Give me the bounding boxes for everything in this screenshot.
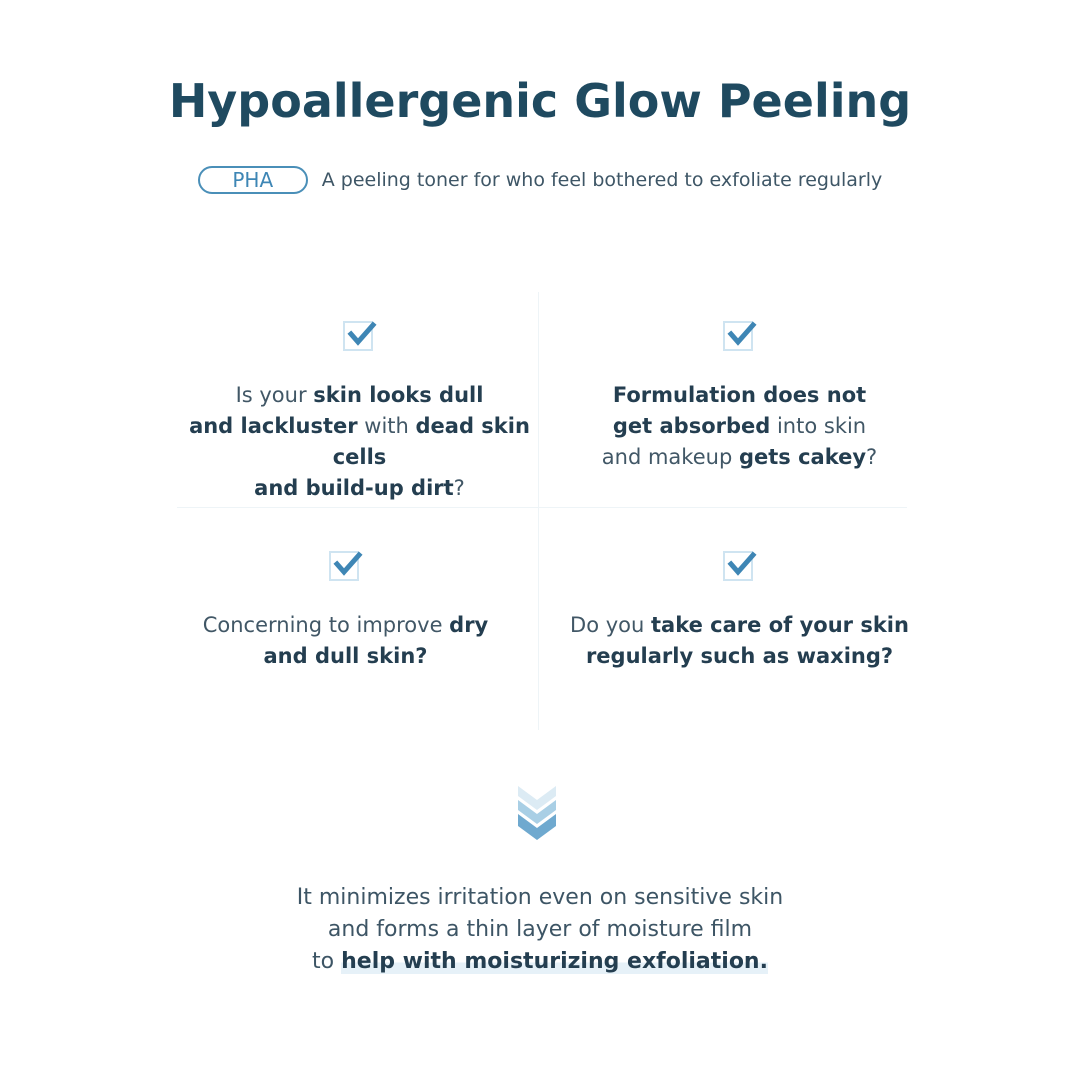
checkbox-checked-icon (328, 548, 364, 584)
concern-grid (177, 292, 907, 730)
concern-text: Formulation does not get absorbed into skin and makeup gets cakey? (601, 383, 878, 469)
checkbox-checked-icon (722, 548, 758, 584)
checkbox-checked-icon (722, 318, 758, 354)
concern-item (557, 318, 922, 473)
concern-item (163, 548, 528, 672)
concern-text: Do you take care of your skin regularly such as waxing? (570, 613, 909, 668)
concern-item (177, 318, 542, 504)
grid-divider-horizontal (177, 507, 907, 508)
checkbox-checked-icon (342, 318, 378, 354)
subtitle-row (0, 166, 1080, 194)
concern-item (557, 548, 922, 672)
conclusion-text: It minimizes irritation even on sensitive skin and forms a thin layer of moisture film to help with moisturizing exfoliation. (296, 885, 784, 974)
subtitle: A peeling toner for who feel bothered to exfoliate regularly (321, 169, 883, 191)
concern-text: Is your skin looks dull and lackluster with dead skin cells and build-up dirt? (189, 383, 530, 500)
double-chevron-down-icon (514, 784, 560, 842)
page-title: Hypoallergenic Glow Peeling (168, 74, 912, 128)
highlighted-phrase: help with moisturizing exfoliation. (341, 949, 768, 974)
pha-badge: PHA (198, 166, 308, 194)
concern-text: Concerning to improve dry and dull skin? (202, 613, 489, 668)
